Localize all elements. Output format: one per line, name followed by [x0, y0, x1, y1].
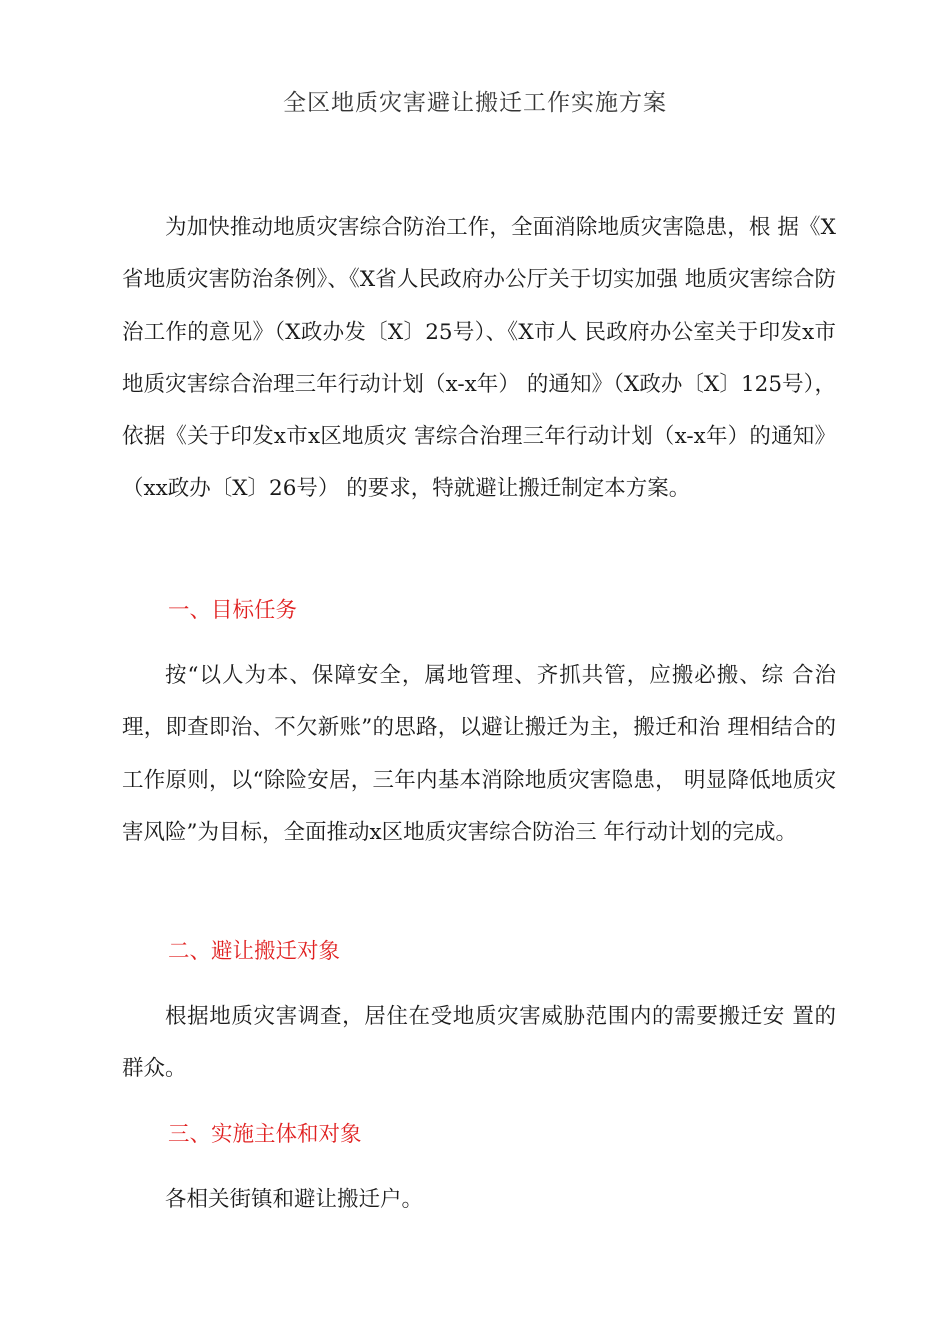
document-title: 全区地质灾害避让搬迁工作实施方案: [283, 90, 667, 116]
section-body-goals: 按“以人为本、保障安全，属地管理、齐抓共管，应搬必搬、综 合治理，即查即治、不欠新账”的思路，以避让搬迁为主，搬迁和治 理相结合的工作原则，以“除险安居，三年内基本消除地质灾害隐患， 明显降低地质灾害风险”为目标，全面推动x区地质灾害综合防治三 年行动计划的完成。: [122, 663, 836, 845]
intro-paragraph: 为加快推动地质灾害综合防治工作，全面消除地质灾害隐患，根 据《X省地质灾害防治条例》、《X省人民政府办公厅关于切实加强 地质灾害综合防治工作的意见》（X政办发〔X〕25号）、《X市人 民政府办公室关于印发x市地质灾害综合治理三年行动计划（x-x年） 的通知》（X政办〔X〕125号），依据《关于印发x市x区地质灾 害综合治理三年行动计划（x-x年）的通知》（xx政办〔X〕26号） 的要求，特就避让搬迁制定本方案。: [122, 215, 836, 502]
section-body-subjects: 各相关街镇和避让搬迁户。: [165, 1187, 424, 1212]
section-heading-subjects: 三、实施主体和对象: [168, 1122, 362, 1147]
section-heading-goals: 一、目标任务: [168, 598, 298, 623]
section-body-targets: 根据地质灾害调查，居住在受地质灾害威胁范围内的需要搬迁安 置的群众。: [122, 1004, 836, 1082]
section-heading-targets: 二、避让搬迁对象: [168, 939, 341, 964]
